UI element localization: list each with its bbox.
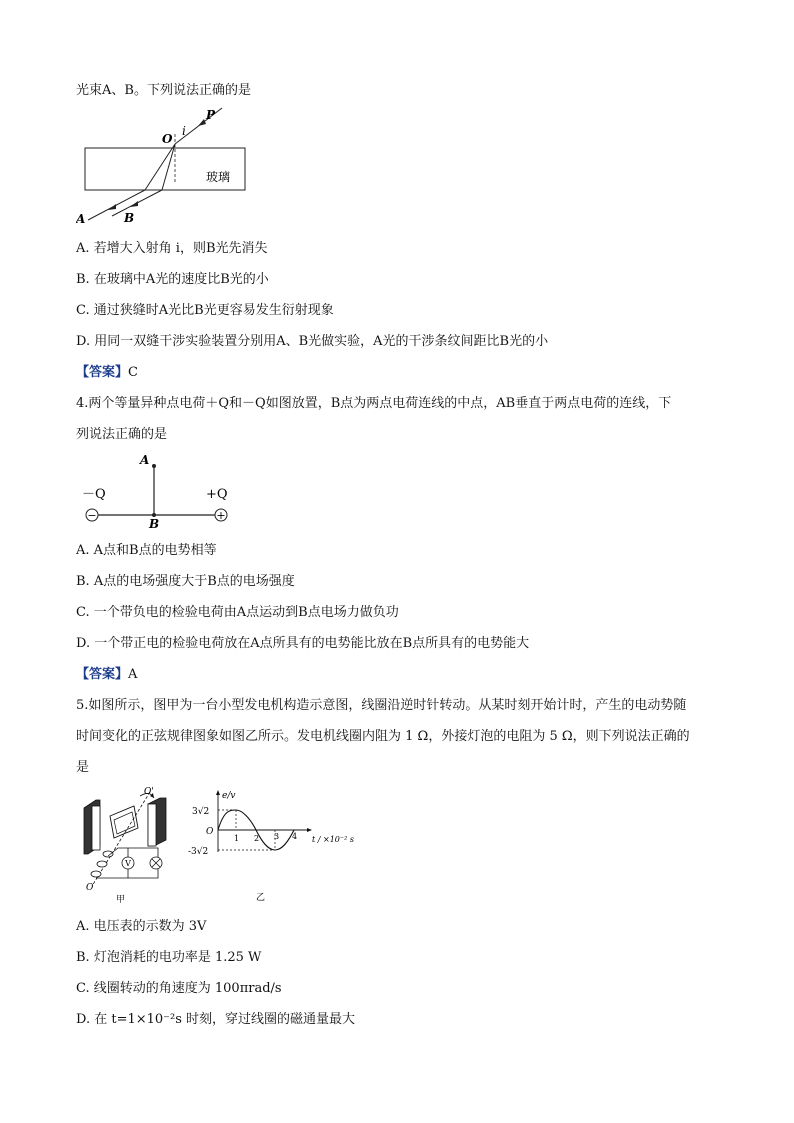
label-yi: 乙 [256, 893, 266, 903]
q5-stem-line2: 时间变化的正弦规律图象如图乙所示。发电机线圈内阻为 1 Ω，外接灯泡的电阻为 5 Ω，则下列说法正确的 [76, 729, 690, 744]
q3-option-a: A. 若增大入射角 i，则B光先消失 [76, 241, 268, 256]
q3-option-c: C. 通过狭缝时A光比B光更容易发生衍射现象 [76, 303, 334, 318]
q4-stem-line1: 4.两个等量异种点电荷＋Q和－Q如图放置，B点为两点电荷连线的中点，AB垂直于两点电荷的连线，下 [76, 396, 672, 411]
label-pos-q: +Q [206, 487, 228, 502]
q4-option-a: A. A点和B点的电势相等 [76, 543, 217, 558]
q3-intro: 光束A、B。下列说法正确的是 [76, 83, 251, 98]
tick-x-4: 4 [292, 832, 298, 841]
q5-option-b: B. 灯泡消耗的电功率是 1.25 W [76, 950, 262, 965]
axis-y-label: e/v [222, 791, 236, 801]
answer-tag: 【答案】 [76, 667, 129, 682]
answer-value: C [128, 365, 138, 380]
q5-stem-line1: 5.如图所示，图甲为一台小型发电机构造示意图，线圈沿逆时针转动。从某时刻开始计时，产生的电动势随 [76, 698, 687, 713]
generator-diagram [78, 786, 188, 906]
label-b: B [149, 517, 160, 530]
q5-option-c: C. 线圈转动的角速度为 100πrad/s [76, 981, 282, 996]
label-a: A [76, 212, 86, 226]
tick-x-2: 2 [254, 834, 260, 843]
label-b: B [124, 211, 135, 225]
q4-answer [76, 666, 137, 684]
label-jia: 甲 [116, 895, 126, 905]
tick-x-1: 1 [234, 834, 240, 843]
refraction-diagram [76, 106, 256, 226]
label-glass: 玻璃 [206, 170, 231, 184]
tick-x-3: 3 [274, 832, 280, 841]
tick-pos: 3√2 [192, 807, 210, 817]
pos-sign: + [216, 509, 226, 522]
neg-sign: − [87, 509, 97, 522]
axis-x-label: t / ×10⁻² s [312, 835, 354, 844]
q3-answer [76, 364, 138, 382]
q4-option-d: D. 一个带正电的检验电荷放在A点所具有的电势能比放在B点所具有的电势能大 [76, 636, 530, 651]
tick-zero: O [206, 827, 214, 837]
q4-option-b: B. A点的电场强度大于B点的电场强度 [76, 574, 295, 589]
label-o-top: O' [144, 787, 154, 797]
voltmeter-label: V [125, 859, 131, 868]
label-o: O [162, 132, 173, 146]
tick-neg: -3√2 [188, 847, 209, 857]
answer-value: A [128, 667, 138, 682]
q4-option-c: C. 一个带负电的检验电荷由A点运动到B点电场力做负功 [76, 605, 399, 620]
label-p: P [206, 108, 216, 122]
q5-stem-line3: 是 [76, 760, 90, 775]
label-i: i [182, 124, 186, 138]
label-neg-q: －Q [82, 487, 106, 502]
q5-option-a: A. 电压表的示数为 3V [76, 919, 207, 934]
q5-option-d: D. 在 t=1×10⁻²s 时刻，穿过线圈的磁通量最大 [76, 1012, 356, 1027]
answer-tag: 【答案】 [76, 365, 129, 380]
label-a: A [140, 453, 150, 467]
q3-option-b: B. 在玻璃中A光的速度比B光的小 [76, 272, 269, 287]
label-o-bottom: O [86, 883, 94, 893]
q3-option-d: D. 用同一双缝干涉实验装置分别用A、B光做实验，A光的干涉条纹间距比B光的小 [76, 334, 549, 349]
q4-stem-line2: 列说法正确的是 [76, 427, 168, 442]
emf-sine-graph [188, 788, 368, 906]
charges-diagram [80, 452, 240, 530]
